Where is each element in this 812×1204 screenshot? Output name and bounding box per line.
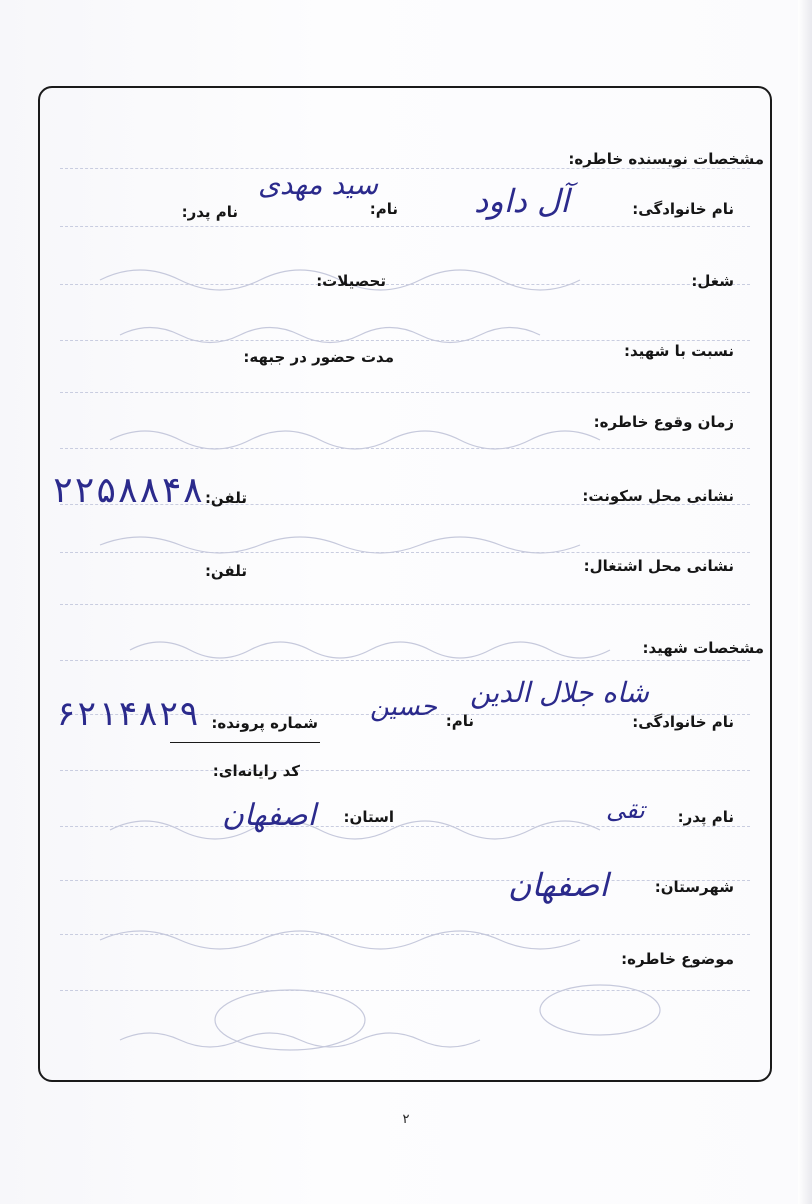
martyr-province-label: استان: — [343, 808, 394, 826]
writer-first-name-value: سید مهدی — [258, 168, 379, 201]
writer-home-phone-label: تلفن: — [204, 489, 247, 507]
writer-father-name-label: نام پدر: — [181, 203, 238, 221]
martyr-city-value: اصفهان — [508, 866, 609, 904]
writer-occupation-label: شغل: — [691, 272, 734, 290]
file-number-underline — [170, 742, 320, 743]
writer-home-address-label: نشانی محل سکونت: — [582, 487, 734, 505]
writer-front-duration-label: مدت حضور در جبهه: — [243, 348, 394, 366]
memory-topic-label: موضوع خاطره: — [621, 950, 734, 968]
writer-work-address-label: نشانی محل اشتغال: — [583, 557, 734, 575]
martyr-father-name-label: نام پدر: — [677, 808, 734, 826]
writer-memory-time-label: زمان وقوع خاطره: — [593, 413, 734, 431]
martyr-family-name-label: نام خانوادگی: — [632, 713, 734, 731]
martyr-first-name-value: حسین — [370, 692, 437, 722]
form-frame — [38, 86, 772, 1082]
writer-education-label: تحصیلات: — [316, 272, 386, 290]
martyr-computer-code-label: کد رایانه‌ای: — [212, 762, 300, 780]
writer-work-phone-label: تلفن: — [204, 562, 247, 580]
writer-relation-label: نسبت با شهید: — [623, 342, 734, 360]
martyr-file-number-value: ۶۲۱۴۸۲۹ — [56, 694, 200, 734]
writer-family-name-value: آل داود — [474, 182, 570, 220]
martyr-family-name-value: شاه جلال الدین — [470, 676, 649, 709]
writer-first-name-label: نام: — [369, 200, 398, 218]
writer-home-phone-value: ۲۲۵۸۸۴۸ — [52, 470, 204, 511]
martyr-province-value: اصفهان — [222, 798, 316, 833]
martyr-file-number-label: شماره پرونده: — [211, 714, 318, 732]
martyr-section-heading: مشخصات شهید: — [642, 639, 764, 657]
martyr-father-name-value: تقی — [606, 796, 645, 824]
page-number: ۲ — [402, 1112, 410, 1127]
martyr-first-name-label: نام: — [445, 712, 474, 730]
page-edge — [798, 0, 812, 1204]
writer-section-heading: مشخصات نویسنده خاطره: — [568, 150, 764, 168]
martyr-city-label: شهرستان: — [654, 878, 734, 896]
writer-family-name-label: نام خانوادگی: — [632, 200, 734, 218]
